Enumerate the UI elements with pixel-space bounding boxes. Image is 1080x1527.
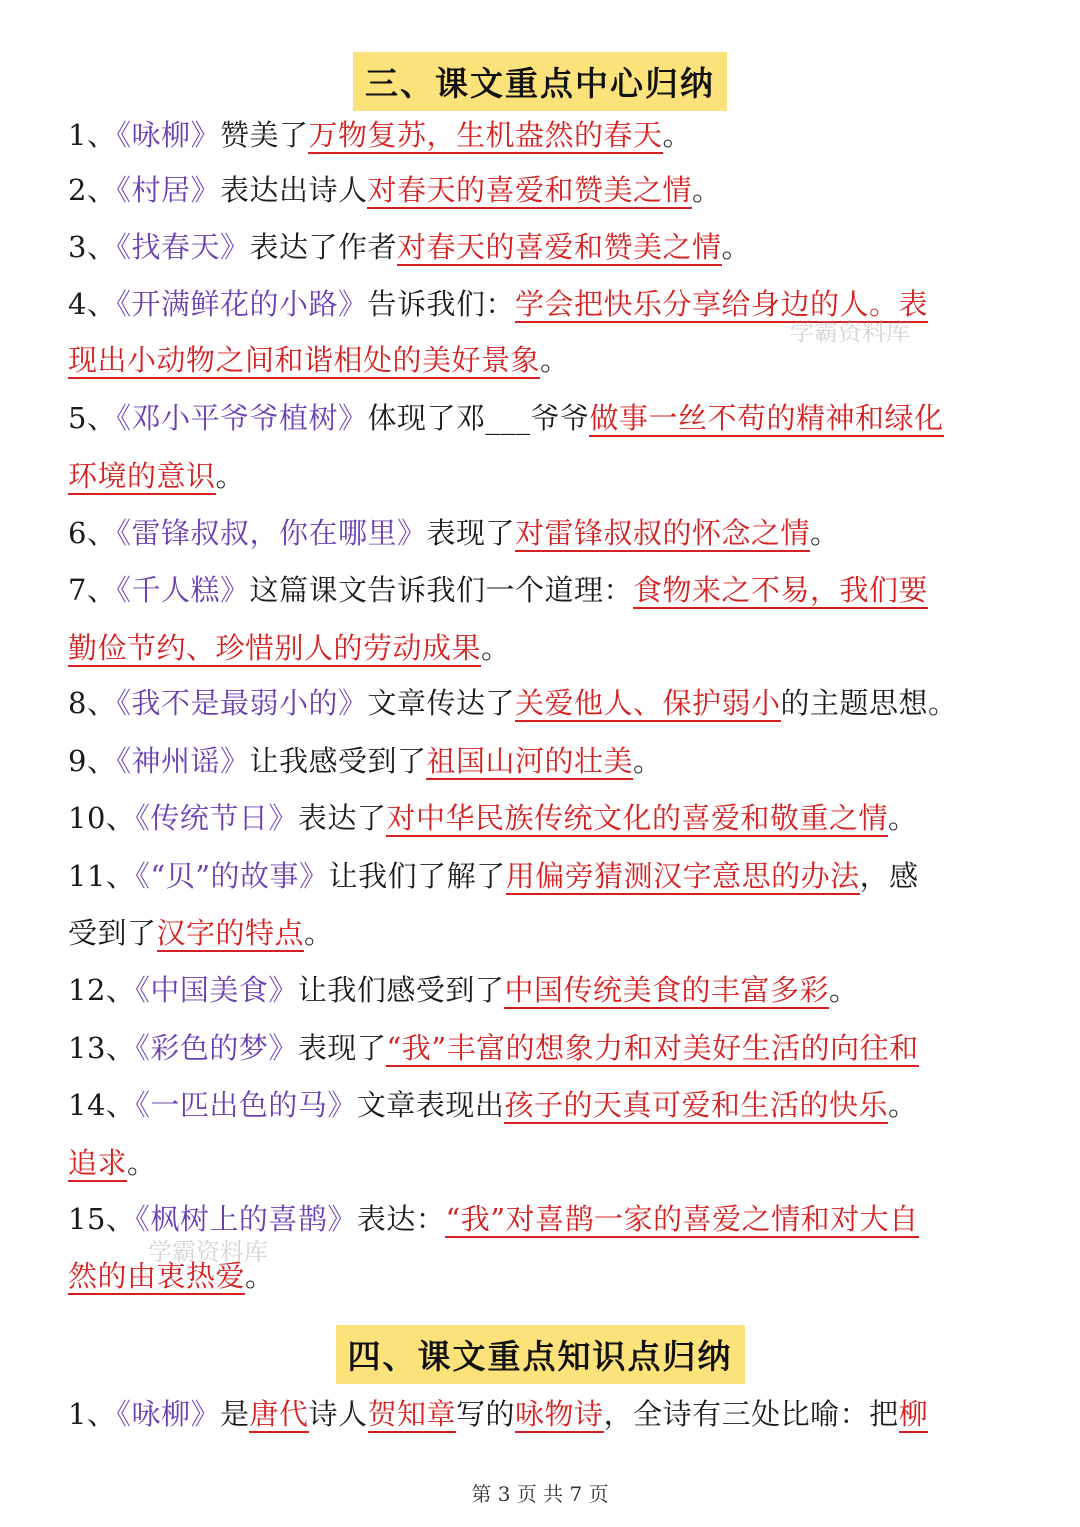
summary-line (68, 628, 1050, 668)
answer-text: 对春天的喜爱和赞美之情 (367, 173, 692, 207)
section-4-heading (0, 1325, 1080, 1384)
summary-line (68, 570, 1050, 610)
section-3-heading (0, 52, 1080, 111)
summary-line (68, 1085, 1050, 1125)
section-4-heading-text: 四、课文重点知识点归纳 (336, 1325, 745, 1384)
plain-text: 。 (810, 516, 840, 550)
plain-text: 。 (887, 1088, 918, 1122)
plain-text: 表达了作者 (249, 230, 397, 264)
answer-text: 对雷锋叔叔的怀念之情 (514, 516, 810, 550)
item-number: 3、 (68, 230, 117, 264)
summary-line (68, 798, 1050, 838)
item-number: 9、 (68, 744, 117, 778)
lesson-title: 《雷锋叔叔，你在哪里》 (116, 516, 427, 550)
answer-text: “我”丰富的想象力和对美好生活的向往和 (386, 1031, 919, 1065)
answer-text: 唐代 (249, 1397, 309, 1431)
plain-text: ，全诗有三处比喻：把 (603, 1397, 899, 1431)
plain-text: 这篇课文告诉我们一个道理： (249, 573, 633, 607)
plain-text: 。 (127, 1146, 157, 1180)
summary-line (68, 913, 1050, 953)
summary-line (68, 513, 1050, 553)
plain-text: 受到了 (68, 916, 157, 950)
lesson-title: 《开满鲜花的小路》 (116, 287, 368, 321)
plain-text: 让我感受到了 (249, 744, 427, 778)
plain-text: 的主题思想。 (780, 686, 958, 720)
summary-line (68, 856, 1050, 896)
summary-line (68, 1199, 1050, 1239)
answer-text: 中国传统美食的丰富多彩 (504, 973, 829, 1007)
item-number: 2、 (68, 173, 117, 207)
lesson-title: 《中国美食》 (135, 973, 298, 1007)
answer-text: 祖国山河的壮美 (426, 744, 633, 778)
plain-text: 。 (215, 459, 246, 493)
answer-text: 孩子的天真可爱和生活的快乐 (504, 1088, 888, 1122)
answer-text: 环境的意识 (68, 459, 216, 493)
plain-text: 。 (304, 916, 334, 950)
plain-text: 。 (721, 230, 752, 264)
answer-text: 追求 (68, 1146, 128, 1180)
item-number: 5、 (68, 401, 117, 435)
answer-text: 用偏旁猜测汉字意思的办法 (505, 859, 860, 893)
watermark-1: 学霸资料库 (790, 318, 910, 346)
page-footer: 第 3 页 共 7 页 (471, 1482, 609, 1506)
section-3-heading-text: 三、课文重点中心归纳 (353, 52, 727, 111)
item-number: 6、 (68, 516, 117, 550)
summary-line (68, 741, 1050, 781)
plain-text: ，感 (859, 859, 919, 893)
item-number: 13、 (68, 1031, 136, 1065)
summary-line (68, 970, 1050, 1010)
plain-text: 文章传达了 (367, 686, 515, 720)
lesson-title: 《千人糕》 (116, 573, 250, 607)
summary-line (68, 1143, 1050, 1183)
answer-text: 学会把快乐分享给身边的人。表 (514, 287, 928, 321)
summary-line (68, 170, 1050, 210)
summary-line (68, 683, 1050, 723)
plain-text: 。 (887, 801, 918, 835)
item-number: 1、 (68, 118, 117, 152)
answer-text: 现出小动物之间和谐相处的美好景象 (68, 343, 541, 377)
item-number: 15、 (68, 1202, 136, 1236)
plain-text: 。 (540, 343, 570, 377)
answer-text: 关爱他人、保护弱小 (514, 686, 781, 720)
lesson-title: 《彩色的梦》 (135, 1031, 298, 1065)
plain-text: 表现了 (426, 516, 515, 550)
summary-line (68, 115, 1050, 155)
answer-text: 汉字的特点 (156, 916, 305, 950)
lesson-title: 《咏柳》 (116, 118, 220, 152)
plain-text: 表现了 (297, 1031, 387, 1065)
lesson-title: 《枫树上的喜鹊》 (135, 1202, 357, 1236)
summary-line (68, 1256, 1050, 1296)
plain-text: 赞美了 (219, 118, 309, 152)
plain-text: 。 (245, 1259, 275, 1293)
answer-text: 勤俭节约、珍惜别人的劳动成果 (68, 631, 482, 665)
answer-text: 对中华民族传统文化的喜爱和敬重之情 (386, 801, 888, 835)
answer-text: 柳 (898, 1397, 929, 1431)
item-number: 8、 (68, 686, 117, 720)
answer-text: 贺知章 (367, 1397, 457, 1431)
item-number: 12、 (68, 973, 136, 1007)
plain-text: 。 (692, 173, 722, 207)
item-number: 10、 (68, 801, 136, 835)
item-number: 14、 (68, 1088, 136, 1122)
lesson-title: 《我不是最弱小的》 (116, 686, 368, 720)
lesson-title: 《“贝”的故事》 (135, 859, 329, 893)
answer-text: 然的由衷热爱 (68, 1259, 246, 1293)
answer-text: 对春天的喜爱和赞美之情 (396, 230, 722, 264)
plain-text: 。 (662, 118, 693, 152)
lesson-title: 《神州谣》 (116, 744, 250, 778)
plain-text: 表达了 (297, 801, 387, 835)
plain-text: 。 (633, 744, 663, 778)
answer-text: 万物复苏，生机盎然的春天 (308, 118, 663, 152)
lesson-title: 《一匹出色的马》 (135, 1088, 357, 1122)
answer-text: 食物来之不易，我们要 (632, 573, 928, 607)
lesson-title: 《咏柳》 (116, 1397, 220, 1431)
summary-line (68, 227, 1050, 267)
plain-text: 是 (219, 1397, 250, 1431)
answer-text: “我”对喜鹊一家的喜爱之情和对大自 (445, 1202, 919, 1236)
item-number: 7、 (68, 573, 117, 607)
answer-text: 做事一丝不苟的精神和绿化 (589, 401, 944, 435)
plain-text: 表达： (356, 1202, 446, 1236)
lesson-title: 《传统节日》 (135, 801, 298, 835)
item-number: 1、 (68, 1397, 117, 1431)
summary-line (68, 456, 1050, 496)
summary-line (68, 1028, 1050, 1068)
item-number: 11、 (68, 859, 136, 893)
plain-text: 表达出诗人 (219, 173, 368, 207)
plain-text: 让我们了解了 (328, 859, 506, 893)
plain-text: 。 (828, 973, 859, 1007)
summary-line (68, 284, 1050, 324)
section-4-line-1 (68, 1394, 1050, 1434)
plain-text: 告诉我们： (367, 287, 515, 321)
plain-text: 体现了邓___爷爷 (367, 401, 590, 435)
plain-text: 让我们感受到了 (297, 973, 505, 1007)
plain-text: 诗人 (308, 1397, 368, 1431)
answer-text: 咏物诗 (515, 1397, 604, 1431)
item-number: 4、 (68, 287, 117, 321)
plain-text: 。 (481, 631, 511, 665)
plain-text: 写的 (456, 1397, 516, 1431)
summary-line (68, 340, 1050, 380)
lesson-title: 《村居》 (116, 173, 220, 207)
lesson-title: 《邓小平爷爷植树》 (116, 401, 368, 435)
summary-line (68, 398, 1050, 438)
watermark-2: 学霸资料库 (148, 1238, 268, 1266)
lesson-title: 《找春天》 (116, 230, 250, 264)
plain-text: 文章表现出 (356, 1088, 505, 1122)
